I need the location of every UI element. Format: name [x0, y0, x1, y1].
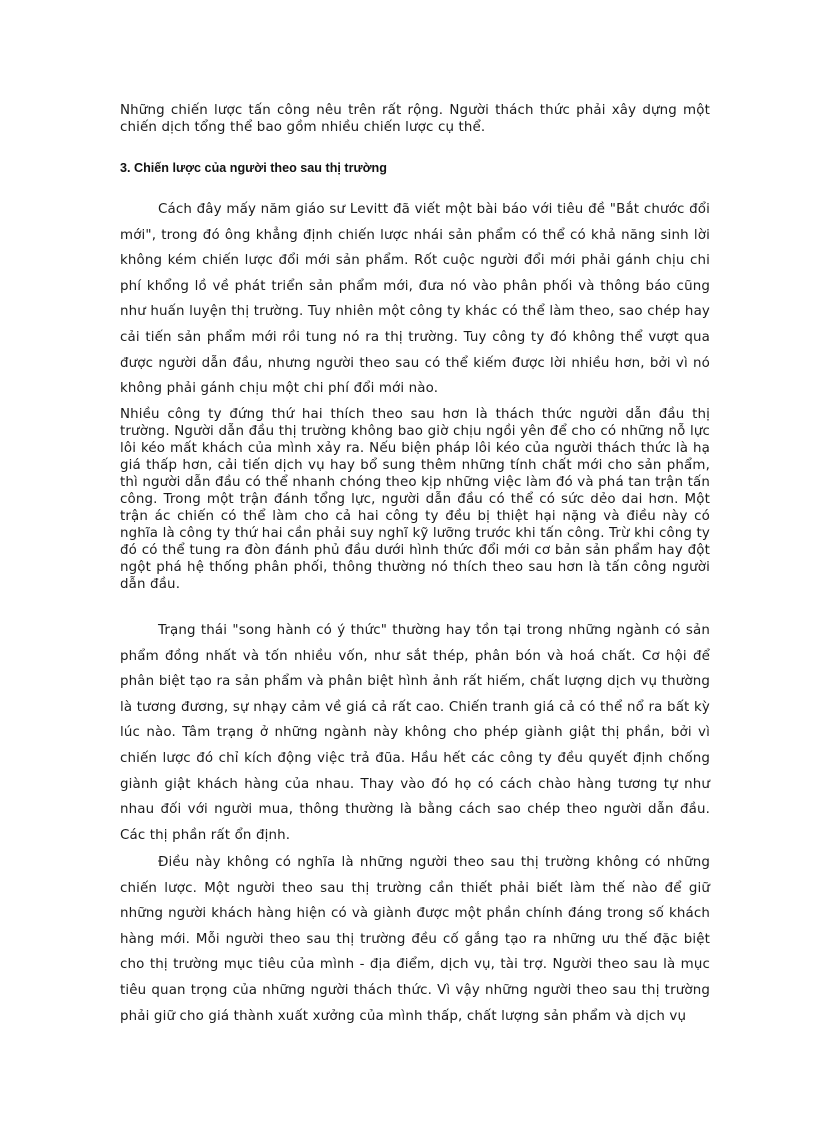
- intro-paragraph: Những chiến lược tấn công nêu trên rất rộng. Người thách thức phải xây dựng một chiến dịch tổng thể bao gồm nhiều chiến lược cụ thể.: [120, 103, 710, 135]
- paragraph-follower-strategies: Điều này không có nghĩa là những người theo sau thị trường không có những chiến lược. Một người theo sau thị trường cần thiết phải biết làm thế nào để giữ những người khách hàng hiện có và giành được một phần chính đáng trong số khách hàng mới. Mỗi người theo sau thị trường đều cố gắng tạo ra những ưu thế đặc biệt cho thị trường mục tiêu của mình - địa điểm, dịch vụ, tài trợ. Người theo sau là mục tiêu quan trọng của những người thách thức. Vì vậy những người theo sau thị trường phải giữ cho giá thành xuất xưởng của mình thấp, chất lượng sản phẩm và dịch vụ: [120, 855, 710, 1024]
- section-heading: 3. Chiến lược của người theo sau thị trường: [120, 161, 387, 175]
- paragraph-levitt: Cách đây mấy năm giáo sư Levitt đã viết một bài báo với tiêu đề "Bắt chước đổi mới", trong đó ông khẳng định chiến lược nhái sản phẩm có thể có khả năng sinh lời không kém chiến lược đổi mới sản phẩm. Rốt cuộc người đổi mới phải gánh chịu chi phí khổng lồ về phát triển sản phẩm mới, đưa nó vào phân phối và thông báo cũng như huấn luyện thị trường. Tuy nhiên một công ty khác có thể làm theo, sao chép hay cải tiến sản phẩm mới rồi tung nó ra thị trường. Tuy công ty đó không thể vượt qua được người dẫn đầu, nhưng người theo sau có thể kiếm được lời nhiều hơn, bởi vì nó không phải gánh chịu một chi phí đổi mới nào.: [120, 202, 710, 397]
- paragraph-second-companies: Nhiều công ty đứng thứ hai thích theo sau hơn là thách thức người dẫn đầu thị trường. Người dẫn đầu thị trường không bao giờ chịu ngồi yên để cho có những nỗ lực lôi kéo mất khách của mình xảy ra. Nếu biện pháp lôi kéo của người thách thức là hạ giá thấp hơn, cải tiến dịch vụ hay bổ sung thêm những tính chất mới cho sản phẩm, thì người dẫn đầu có thể nhanh chóng theo kịp những việc làm đó và phá tan trận tấn công. Trong một trận đánh tổng lực, người dẫn đầu có thể có sức dẻo dai hơn. Một trận ác chiến có thể làm cho cả hai công ty đều bị thiệt hại nặng và điều này có nghĩa là công ty thứ hai cần phải suy nghĩ kỹ lưỡng trước khi tấn công. Trừ khi công ty đó có thể tung ra đòn đánh phủ đầu dưới hình thức đổi mới cơ bản sản phẩm hay đột ngột phá hệ thống phân phối, thông thường nó thích theo sau hơn là tấn công người dẫn đầu.: [120, 407, 710, 592]
- paragraph-conscious-parallelism: Trạng thái "song hành có ý thức" thường hay tồn tại trong những ngành có sản phẩm đồng nhất và tốn nhiều vốn, như sắt thép, phân bón và hoá chất. Cơ hội để phân biệt tạo ra sản phẩm và phân biệt hình ảnh rất hiếm, chất lượng dịch vụ thường là tương đương, sự nhạy cảm về giá cả rất cao. Chiến tranh giá cả có thể nổ ra bất kỳ lúc nào. Tâm trạng ở những ngành này không cho phép giành giật thị phần, bởi vì chiến lược đó chỉ kích động việc trả đũa. Hầu hết các công ty đều quyết định chống giành giật khách hàng của nhau. Thay vào đó họ có cách chào hàng tương tự như nhau đối với người mua, thông thường là bằng cách sao chép theo người dẫn đầu. Các thị phần rất ổn định.: [120, 623, 710, 843]
